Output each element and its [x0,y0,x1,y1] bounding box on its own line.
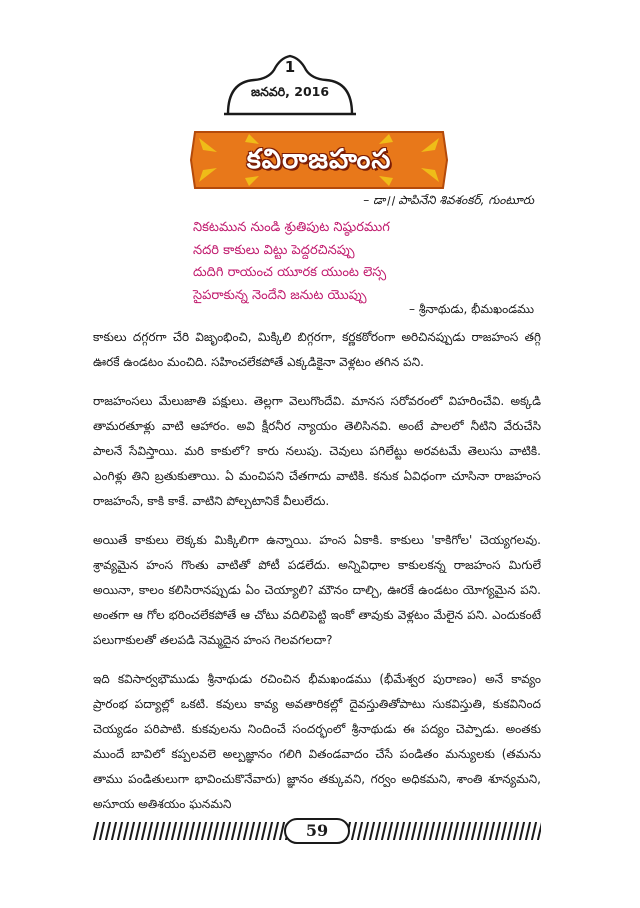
paragraph: రాజహంసలు మేలుజాతి పక్షులు. తెల్లగా వెలుగొందేవి. మానస సరోవరంలో విహరించేవి. అక్కడి తామరతూళ్లు వాటి ఆహారం. అవి క్షీరనీర న్యాయం తెలిసినవి. అంటే పాలలో నీటిని వేరుచేసి పాలనే సేవిస్తాయి. మరి కాకులో? కారు నలుపు. చెవులు పగిలేట్టు అరవటమే తెలుసు వాటికి. ఎంగిళ్లు తిని బ్రతుకుతాయి. ఏ మంచిపని చేతగాదు వాటికి. కనుక ఏవిధంగా చూసినా రాజహంస రాజహంసే, కాకి కాకే. వాటిని పోల్చటానికే వీలులేదు. [93,394,541,508]
paragraph: ఇది కవిసార్వభౌముడు శ్రీనాథుడు రచించిన భీమఖండము (భీమేశ్వర పురాణం) అనే కావ్యం ప్రారంభ పద్యాల్లో ఒకటి. కవులు కావ్య అవతారికల్లో దైవస్తుతితోపాటు సుకవిస్తుతి, కుకవినింద చెయ్యడం పరిపాటి. కుకవులను నిందించే సందర్భంలో శ్రీనాథుడు ఈ పద్యం చెప్పాడు. అంతకు ముందే బావిలో కప్పలవలె అల్పజ్ఞానం గలిగి వితండవాదం చేసే పండితం మన్యులకు (తమను తాము పండితులుగా భావించుకొనేవారు) జ్ఞానం తక్కువని, గర్వం అధికమని, శాంతి శూన్యమని, అసూయ అతిశయం ఘనమని [93,672,541,811]
poem-line: దుదిగి రాయంచ యూరక యుంట లెస్స [193,265,387,280]
poem-source: – శ్రీనాథుడు, భీమఖండము [409,302,534,316]
title-banner [189,130,449,190]
poem-line: సైపరాకున్న నెందేని జనుట యొప్పు [193,287,367,303]
article-body [93,325,541,831]
page-number: 59 [305,821,329,840]
article-title: కవిరాజహంస [246,144,392,175]
poem-line: నికటమున నుండి శ్రుతిపుట నిష్ఠురముగ [193,220,390,235]
poem-line: నదరి కాకులు విట్టు పెద్దరచినప్పు [193,242,355,258]
day-number: 1 [284,58,296,76]
author-line: – డా।। పాపినేని శివశంకర్, గుంటూరు [363,193,534,207]
date-label: జనవరి, 2016 [250,84,330,99]
paragraph: అయితే కాకులు లెక్కకు మిక్కిలిగా ఉన్నాయి. హంస ఏకాకి. కాకులు 'కాకిగోల' చెయ్యగలవు. శ్రావ్యమైన హంస గొంతు వాటితో పోటీ పడలేదు. అన్నివిధాల కాకులకన్న రాజహంస మిగులే అయినా, కాలం కలిసిరానప్పుడు ఏం చెయ్యాలి? మౌనం దాల్చి, ఊరకే ఉండటం యోగ్యమైన పని. అంతగా ఆ గోల భరించలేకపోతే ఆ చోటు వదిలిపెట్టి ఇంకో తావుకు వెళ్లటం మేలైన పని. ఎందుకంటే పలుగాకులతో తలపడి నెమ్మదైన హంస గెలవగలదా? [93,533,541,647]
page-footer [93,818,541,844]
date-badge [224,52,356,118]
paragraph: కాకులు దగ్గరగా చేరి విజృంభించి, మిక్కిలి బిగ్గరగా, కర్ణకఠోరంగా అరిచినప్పుడు రాజహంస తగ్గి ఊరకే ఉండటం మంచిది. సహించలేకపోతే ఎక్కడికైనా వెళ్లటం తగిన పని. [93,330,541,369]
poem-verse [193,217,533,307]
